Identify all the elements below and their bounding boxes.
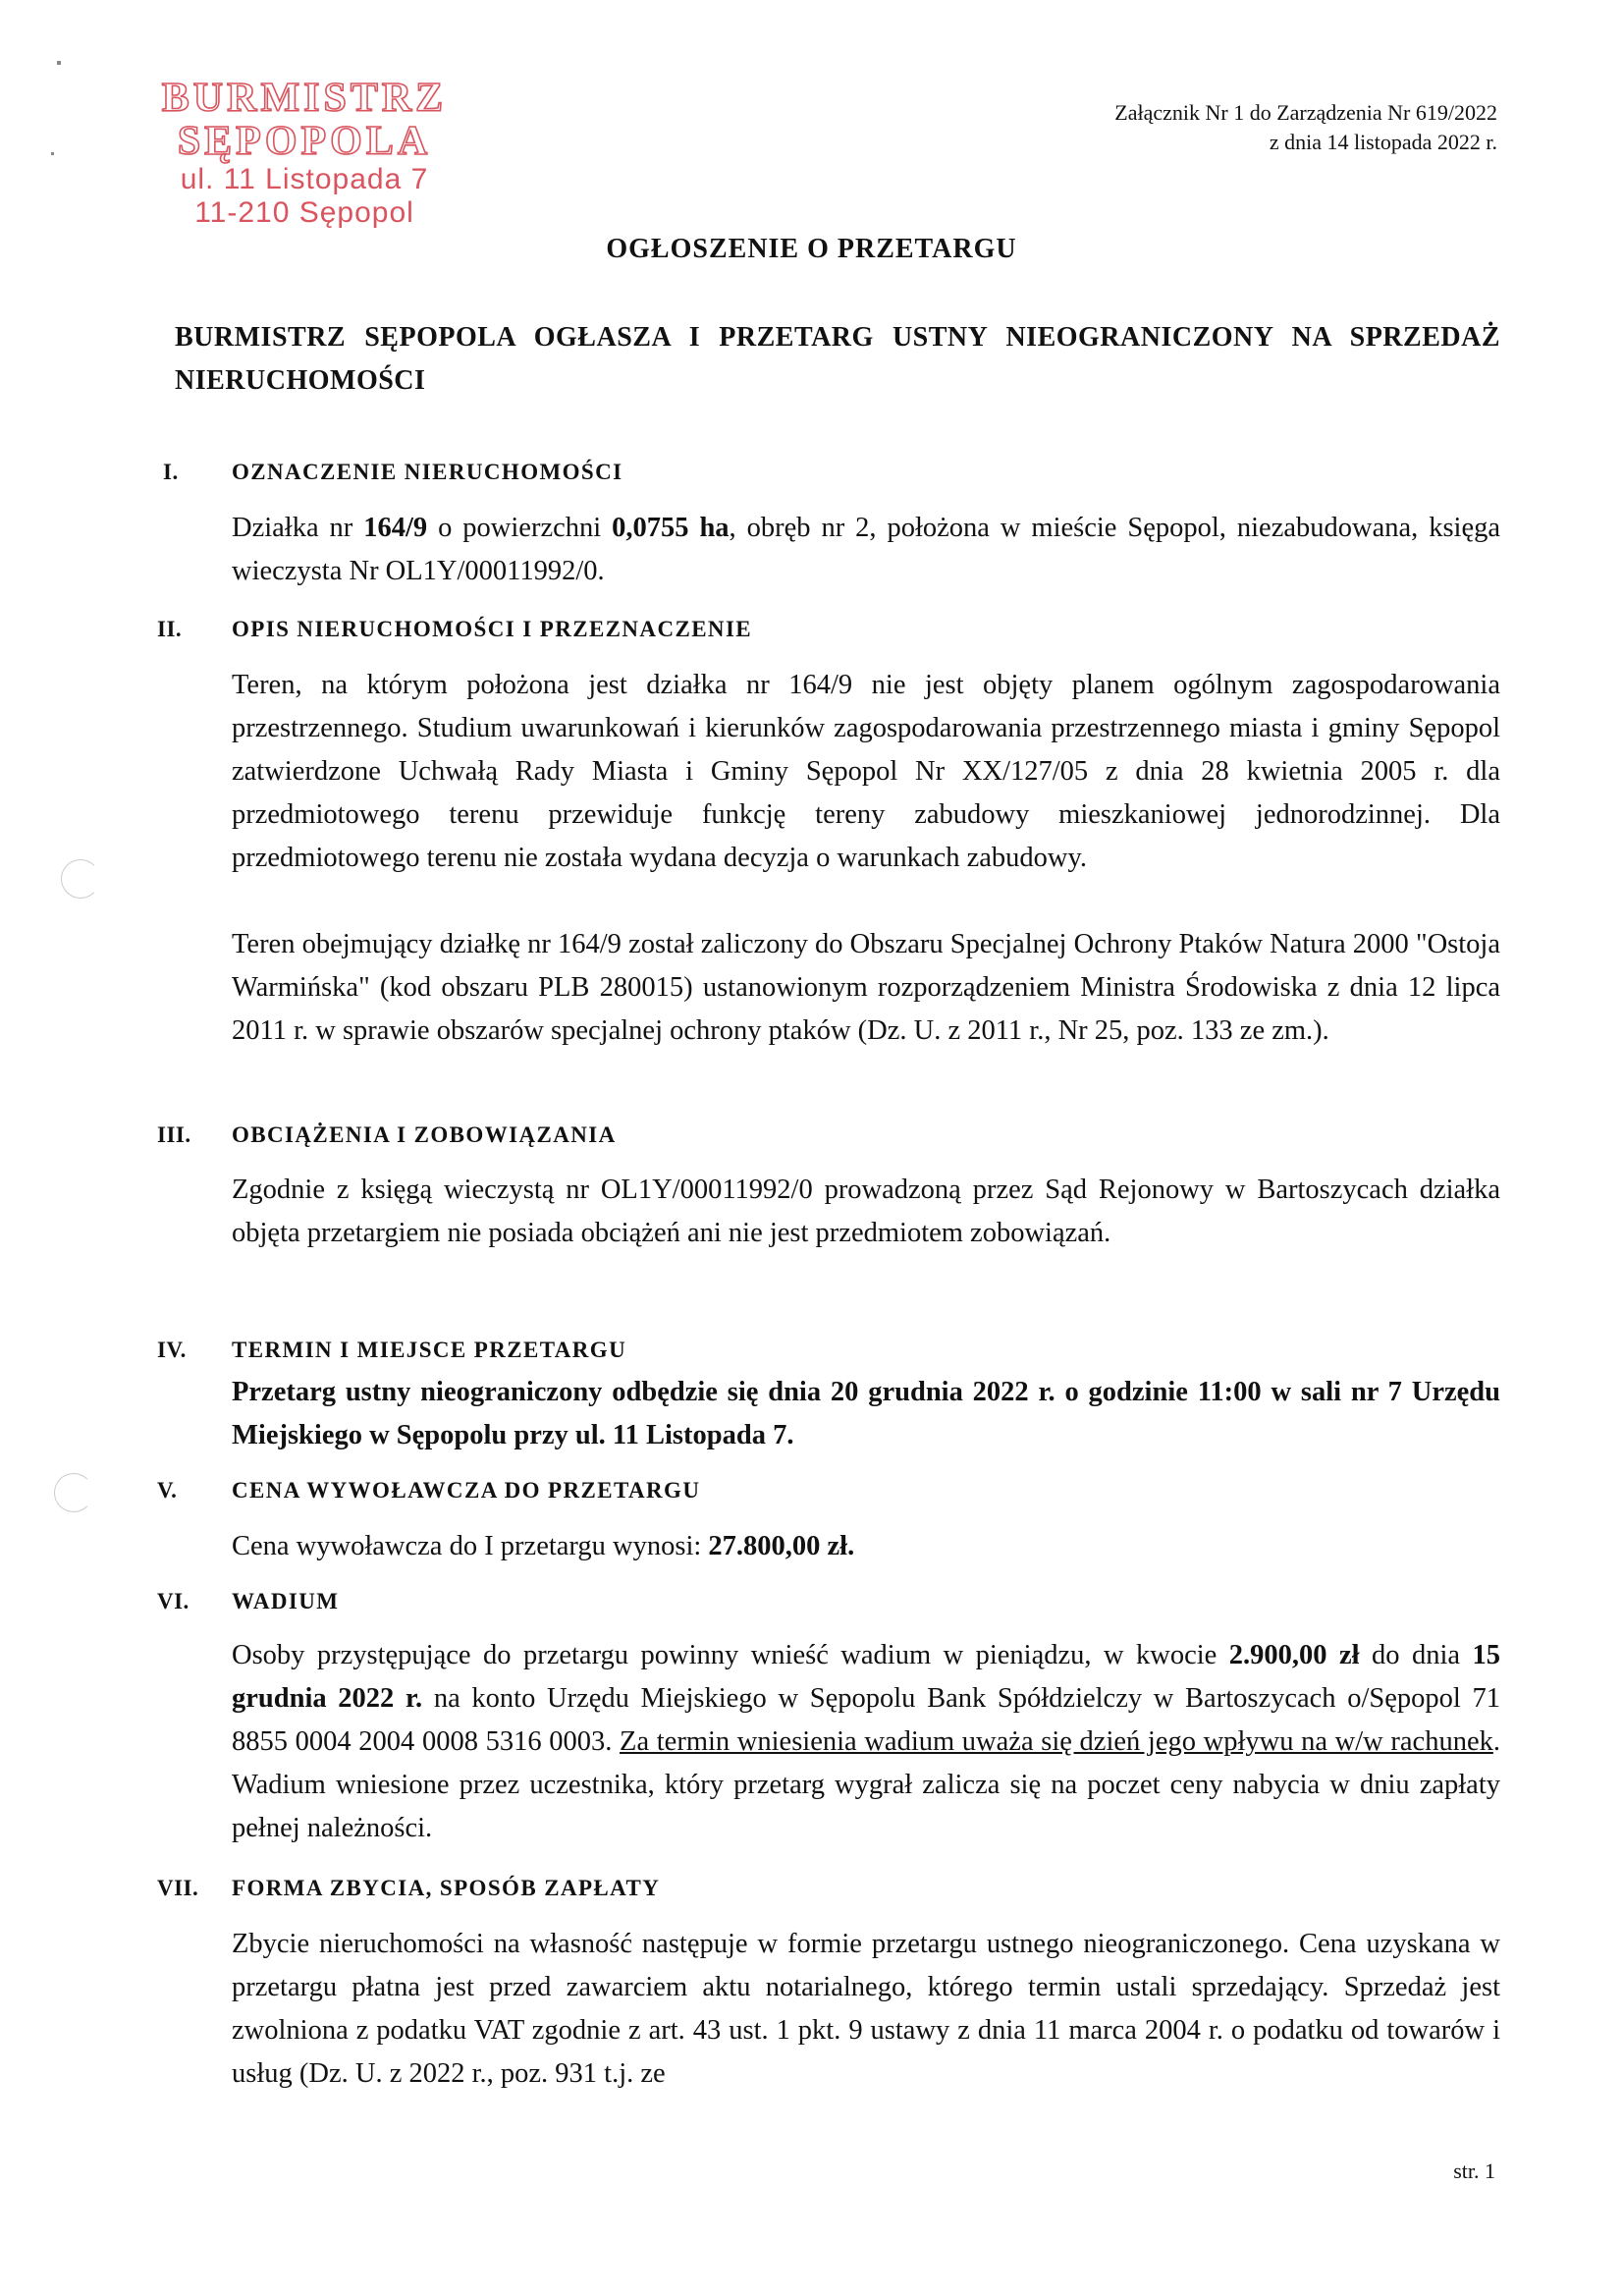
section-paragraph: Teren obejmujący działkę nr 164/9 został zaliczony do Obszaru Specjalnej Ochrony Ptaków Natura 2000 "Ostoja Warmińska" (kod obszaru PLB 280015) ustanowionym rozporządzeniem Ministra Środowiska z dnia 12 lipca 2011 r. w sprawie obszarów specjalnej ochrony ptaków (Dz. U. z 2011 r., Nr 25, poz. 133 ze zm.). bbox=[232, 929, 1500, 1046]
text-run: na konto Urzędu Miejskiego w Sępopolu Bank Spółdzielczy w Bartoszycach o/Sępopol 71 8855 0004 2004 0008 5316 0003. bbox=[232, 1683, 1500, 1757]
section-paragraph: Przetarg ustny nieograniczony odbędzie się dnia 20 grudnia 2022 r. o godzinie 11:00 w sali nr 7 Urzędu Miejskiego w Sępopolu przy ul. 11 Listopada 7. bbox=[232, 1377, 1500, 1450]
section-number: VI. bbox=[157, 1589, 189, 1613]
text-run: Osoby przystępujące do przetargu powinny wnieść wadium w pieniądzu, w kwocie bbox=[232, 1640, 1229, 1670]
document-title-text: OGŁOSZENIE O PRZETARGU bbox=[606, 234, 1017, 264]
bold-run: 15 grudnia 2022 r. bbox=[232, 1640, 1500, 1714]
bold-run: 27.800,00 zł. bbox=[708, 1531, 855, 1561]
section-heading: TERMIN I MIEJSCE PRZETARGU bbox=[232, 1338, 627, 1362]
section-heading: OZNACZENIE NIERUCHOMOŚCI bbox=[232, 460, 623, 484]
text-run: , obręb nr 2, położona w mieście Sępopol, niezabudowana, księga wieczysta Nr OL1Y/00011992/0. bbox=[232, 513, 1501, 586]
section-paragraph: Teren, na którym położona jest działka nr 164/9 nie jest objęty planem ogólnym zagospodarowania przestrzennego. Studium uwarunkowań i kierunków zagospodarowania przestrzennego miasta i gminy Sępopol zatwierdzone Uchwałą Rady Miasta i Gminy Sępopol Nr XX/127/05 z dnia 28 kwietnia 2005 r. dla przedmiotowego terenu przewiduje funkcję tereny zabudowy mieszkaniowej jednorodzinnej. Dla przedmiotowego terenu nie została wydana decyzja o warunkach zabudowy. bbox=[232, 670, 1500, 873]
bold-run: 2.900,00 zł bbox=[1228, 1640, 1360, 1670]
section-number: I. bbox=[163, 460, 179, 484]
stamp-line-1: BURMISTRZ bbox=[161, 76, 448, 121]
section-number: VII. bbox=[157, 1876, 199, 1900]
text-run: Działka nr bbox=[232, 513, 364, 543]
section-paragraph: Zgodnie z księgą wieczystą nr OL1Y/00011992/0 prowadzoną przez Sąd Rejonowy w Bartoszycach działka objęta przetargiem nie posiada obciążeń ani nie jest przedmiotem zobowiązań. bbox=[232, 1175, 1500, 1248]
stamp-line-4: 11-210 Sępopol bbox=[194, 196, 414, 229]
stamp-line-2: SĘPOPOLA bbox=[177, 119, 432, 164]
section-paragraph: Zbycie nieruchomości na własność następuje w formie przetargu ustnego nieograniczonego. Cena uzyskana w przetargu płatna jest przed zawarciem aktu notarialnego, którego termin ustali sprzedający. Sprzedaż jest zwolniona z podatku VAT zgodnie z art. 43 ust. 1 pkt. 9 ustawy z dnia 11 marca 2004 r. o podatku od towarów i usług (Dz. U. z 2022 r., poz. 931 t.j. ze bbox=[232, 1929, 1500, 2089]
section-number: IV. bbox=[157, 1338, 187, 1362]
section-paragraph bbox=[232, 1525, 1500, 1568]
section-number: V. bbox=[157, 1478, 178, 1503]
section-heading: CENA WYWOŁAWCZA DO PRZETARGU bbox=[232, 1478, 701, 1503]
attachment-line-1: Załącznik Nr 1 do Zarządzenia Nr 619/2022 bbox=[1114, 100, 1497, 125]
text-run: do dnia bbox=[1359, 1640, 1473, 1670]
section-heading: OBCIĄŻENIA I ZOBOWIĄZANIA bbox=[232, 1122, 617, 1147]
section-paragraph bbox=[232, 1634, 1500, 1850]
text-run: Cena wywoławcza do I przetargu wynosi: bbox=[232, 1531, 709, 1561]
text-run: . Wadium wniesione przez uczestnika, który przetarg wygrał zalicza się na poczet ceny nabycia w dniu zapłaty pełnej należności. bbox=[232, 1726, 1500, 1843]
section-number: II. bbox=[157, 617, 183, 641]
section-heading: FORMA ZBYCIA, SPOSÓB ZAPŁATY bbox=[232, 1876, 661, 1900]
section-heading: WADIUM bbox=[232, 1589, 340, 1613]
bold-run: 0,0755 ha bbox=[612, 513, 730, 543]
section-paragraph bbox=[232, 507, 1500, 593]
document-subtitle: BURMISTRZ SĘPOPOLA OGŁASZA I PRZETARG USTNY NIEOGRANICZONY NA SPRZEDAŻ NIERUCHOMOŚCI bbox=[175, 322, 1500, 396]
attachment-line-2: z dnia 14 listopada 2022 r. bbox=[1269, 130, 1497, 154]
text-run: o powierzchni bbox=[427, 513, 613, 543]
bold-run: 164/9 bbox=[363, 513, 428, 543]
stamp-line-3: ul. 11 Listopada 7 bbox=[180, 163, 429, 195]
page-number: str. 1 bbox=[1453, 2159, 1495, 2183]
underlined-run: Za termin wniesienia wadium uważa się dzień jego wpływu na w/w rachunek bbox=[620, 1726, 1493, 1757]
section-heading: OPIS NIERUCHOMOŚCI I PRZEZNACZENIE bbox=[232, 617, 753, 641]
section-number: III. bbox=[157, 1122, 191, 1147]
